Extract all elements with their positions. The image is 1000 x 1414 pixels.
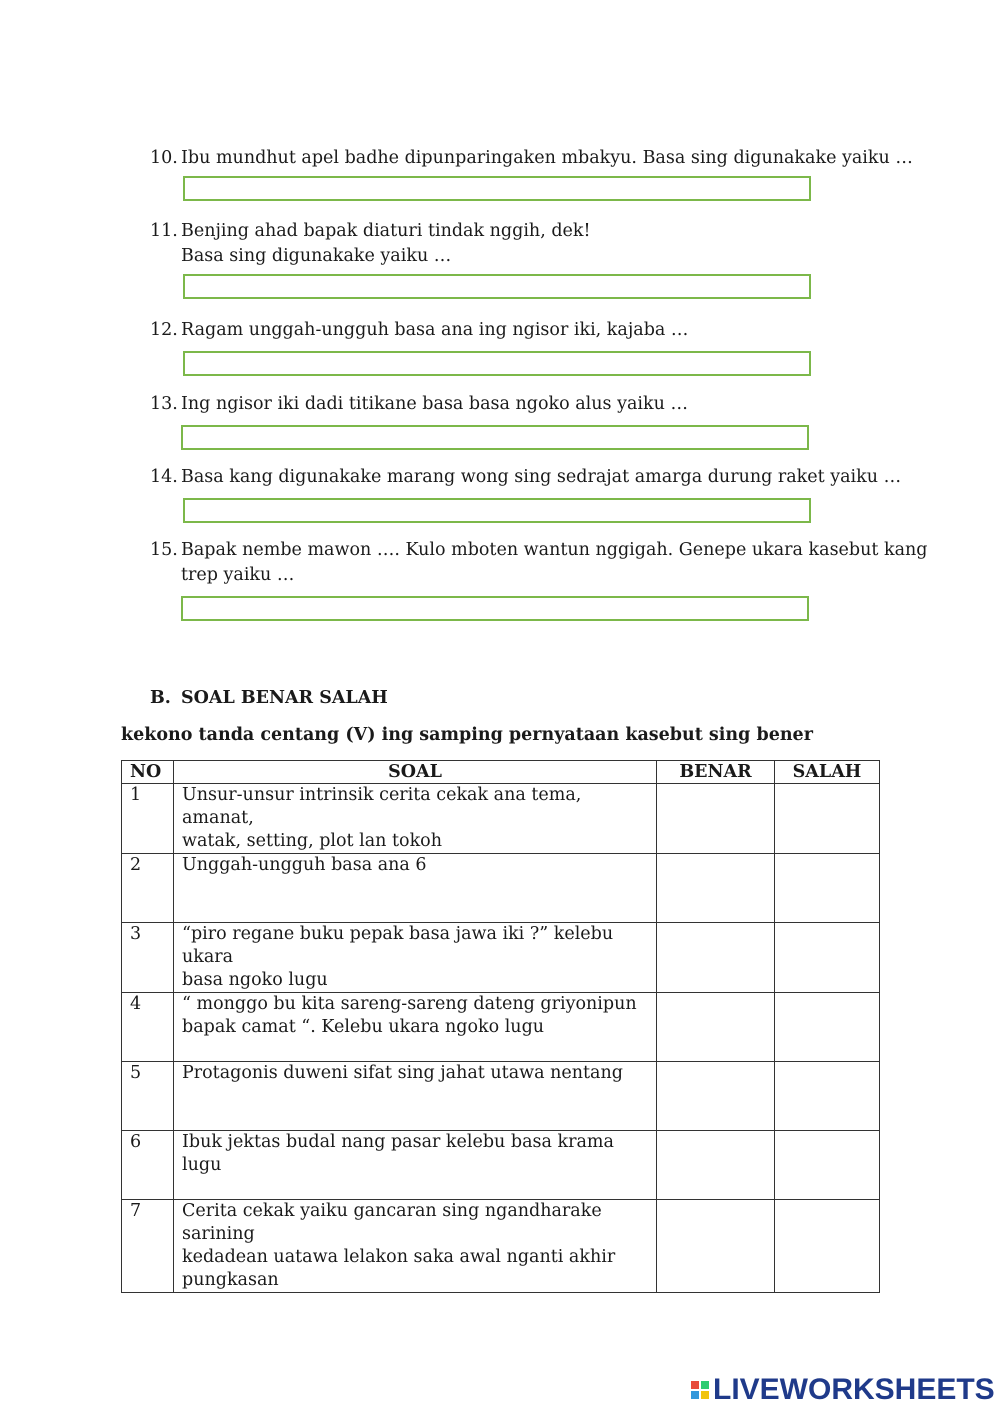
answer-input-12[interactable] — [183, 351, 811, 376]
section-b-title: SOAL BENAR SALAH — [181, 688, 388, 708]
section-b-instruction: kekono tanda centang (V) ing samping pernyataan kasebut sing bener — [121, 725, 813, 745]
question-text: Basa sing digunakake yaiku … — [181, 246, 452, 266]
table-row — [122, 993, 880, 1062]
statement-line: basa ngoko lugu — [182, 970, 328, 990]
answer-input-10[interactable] — [183, 176, 811, 201]
salah-cell[interactable] — [775, 854, 880, 923]
benar-cell[interactable] — [657, 854, 775, 923]
row-statement — [174, 854, 657, 923]
statement-line: Cerita cekak yaiku gancaran sing ngandharake sarining — [182, 1201, 602, 1244]
answer-input-11[interactable] — [183, 274, 811, 299]
question-text: trep yaiku … — [181, 565, 295, 585]
header-salah: SALAH — [775, 761, 880, 784]
statement-line: Unggah-ungguh basa ana 6 — [182, 855, 427, 875]
question-number: 11. — [150, 221, 178, 241]
statement-line: pungkasan — [182, 1270, 279, 1290]
statement-line: Protagonis duweni sifat sing jahat utawa nentang — [182, 1063, 623, 1083]
section-b-label: B. — [150, 688, 171, 708]
table-row — [122, 1131, 880, 1200]
table-row — [122, 1200, 880, 1293]
true-false-table — [121, 760, 880, 1293]
question-number: 13. — [150, 394, 178, 414]
row-statement — [174, 923, 657, 993]
row-number: 1 — [122, 784, 174, 854]
table-row — [122, 923, 880, 993]
question-text: Basa kang digunakake marang wong sing sedrajat amarga durung raket yaiku … — [181, 467, 902, 487]
benar-cell[interactable] — [657, 784, 775, 854]
benar-cell[interactable] — [657, 1062, 775, 1131]
statement-line: “piro regane buku pepak basa jawa iki ?” kelebu ukara — [182, 924, 614, 967]
header-benar: BENAR — [657, 761, 775, 784]
question-number: 10. — [150, 148, 178, 168]
statement-line: Ibuk jektas budal nang pasar kelebu basa krama lugu — [182, 1132, 614, 1175]
statement-line: Unsur-unsur intrinsik cerita cekak ana tema, amanat, — [182, 785, 582, 828]
row-number: 5 — [122, 1062, 174, 1131]
row-statement — [174, 1062, 657, 1131]
header-no: NO — [122, 761, 174, 784]
salah-cell[interactable] — [775, 993, 880, 1062]
statement-line: “ monggo bu kita sareng-sareng dateng griyonipun — [182, 994, 637, 1014]
liveworksheets-logo[interactable] — [691, 1374, 995, 1406]
row-number: 2 — [122, 854, 174, 923]
statement-line: bapak camat “. Kelebu ukara ngoko lugu — [182, 1017, 545, 1037]
salah-cell[interactable] — [775, 1131, 880, 1200]
benar-cell[interactable] — [657, 1131, 775, 1200]
row-statement — [174, 1200, 657, 1293]
salah-cell[interactable] — [775, 1200, 880, 1293]
row-number: 7 — [122, 1200, 174, 1293]
benar-cell[interactable] — [657, 1200, 775, 1293]
statement-line: kedadean uatawa lelakon saka awal nganti akhir — [182, 1247, 616, 1267]
salah-cell[interactable] — [775, 1062, 880, 1131]
table-row — [122, 784, 880, 854]
statement-line: watak, setting, plot lan tokoh — [182, 831, 442, 851]
table-row — [122, 1062, 880, 1131]
row-number: 3 — [122, 923, 174, 993]
row-statement — [174, 784, 657, 854]
table-row — [122, 854, 880, 923]
question-text: Ing ngisor iki dadi titikane basa basa ngoko alus yaiku … — [181, 394, 688, 414]
salah-cell[interactable] — [775, 784, 880, 854]
logo-text: LIVEWORKSHEETS — [713, 1373, 995, 1406]
header-soal: SOAL — [174, 761, 657, 784]
salah-cell[interactable] — [775, 923, 880, 993]
question-number: 12. — [150, 320, 178, 340]
benar-cell[interactable] — [657, 993, 775, 1062]
table-header-row — [122, 761, 880, 784]
question-text: Ibu mundhut apel badhe dipunparingaken mbakyu. Basa sing digunakake yaiku … — [181, 148, 913, 168]
row-statement — [174, 993, 657, 1062]
logo-grid-icon — [691, 1381, 709, 1399]
row-statement — [174, 1131, 657, 1200]
question-number: 14. — [150, 467, 178, 487]
question-text: Ragam unggah-ungguh basa ana ing ngisor iki, kajaba … — [181, 320, 689, 340]
answer-input-15[interactable] — [181, 596, 809, 621]
question-number: 15. — [150, 540, 178, 560]
question-text: Bapak nembe mawon …. Kulo mboten wantun nggigah. Genepe ukara kasebut kang — [181, 540, 928, 560]
benar-cell[interactable] — [657, 923, 775, 993]
answer-input-14[interactable] — [183, 498, 811, 523]
row-number: 6 — [122, 1131, 174, 1200]
question-text: Benjing ahad bapak diaturi tindak nggih, dek! — [181, 221, 591, 241]
answer-input-13[interactable] — [181, 425, 809, 450]
row-number: 4 — [122, 993, 174, 1062]
